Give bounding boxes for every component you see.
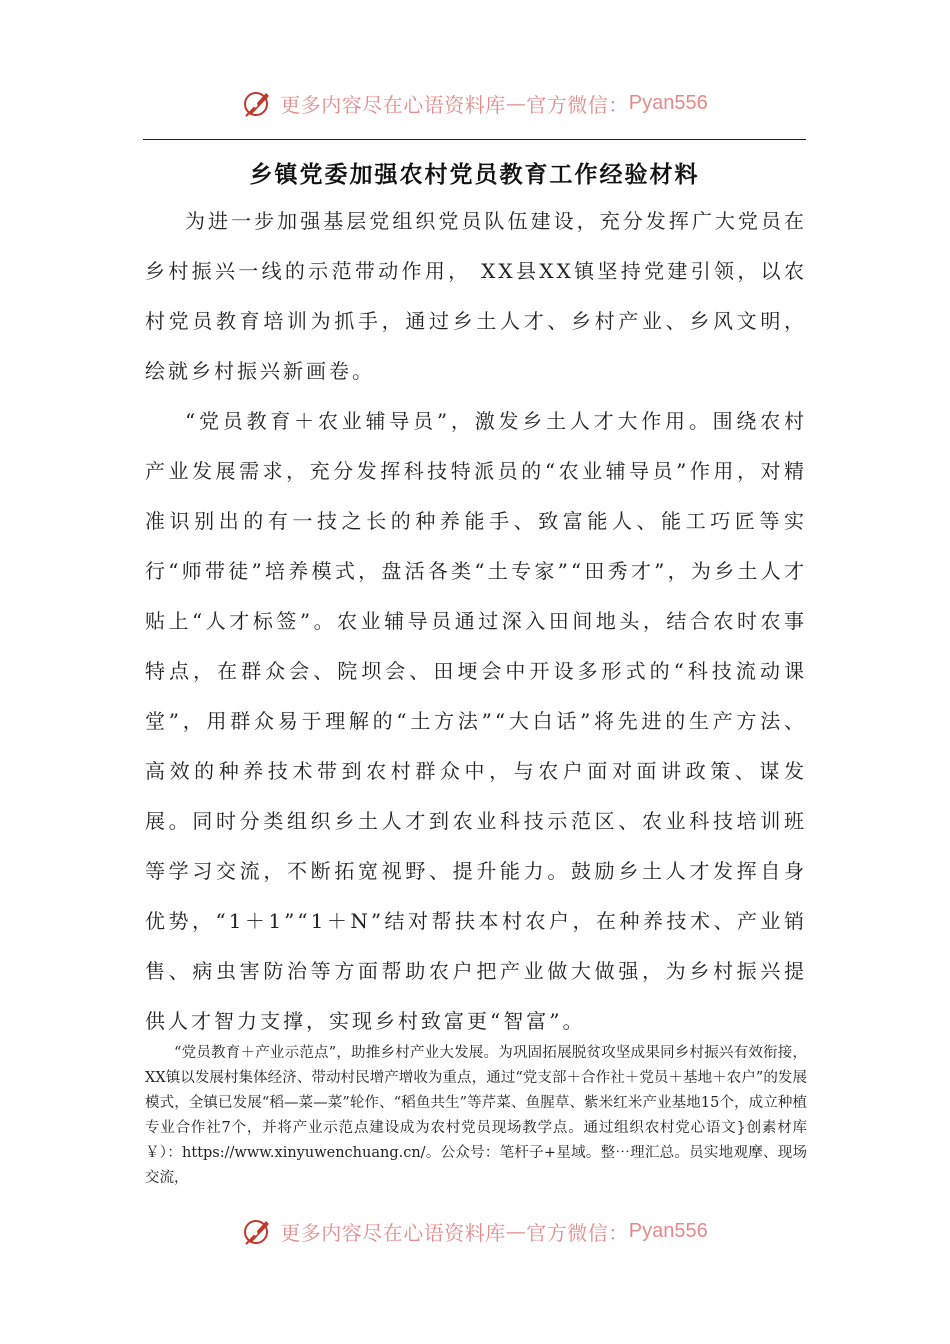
footer-contact-label: 官方微信： — [526, 1220, 629, 1245]
footer-dash: — — [505, 1219, 527, 1243]
footer-brand: 更多内容尽在心语资料库 — [280, 1220, 506, 1245]
document-small-section — [145, 1041, 807, 1191]
pen-logo-icon — [242, 87, 274, 119]
paragraph-agri-advisor: “党员教育＋农业辅导员”，激发乡土人才大作用。围绕农村产业发展需求，充分发挥科技特派员的“农业辅导员”作用，对精准识别出的有一技之长的种养能手、致富能人、能工巧匠等实行“师带徒”培养模式，盘活各类“土专家”“田秀才”，为乡土人才贴上“人才标签”。农业辅导员通过深入田间地头，结合农时农事特点，在群众会、院坝会、田埂会中开设多形式的“科技流动课堂”，用群众易于理解的“土方法”“大白话”将先进的生产方法、高效的种养技术带到农村群众中，与农户面对面讲政策、谋发展。同时分类组织乡土人才到农业科技示范区、农业科技培训班等学习交流，不断拓宽视野、提升能力。鼓励乡土人才发挥自身优势，“1＋1”“1＋N”结对帮扶本村农户，在种养技术、产业销售、病虫害防治等方面帮助农户把产业做大做强，为乡村振兴提供人才智力支撑，实现乡村致富更“智富”。 — [145, 409, 807, 1033]
header-divider — [143, 139, 806, 140]
page-footer-watermark — [0, 1212, 950, 1250]
pen-logo-icon — [242, 1215, 274, 1247]
header-dash: — — [505, 91, 527, 115]
paragraph-industry-demo: “党员教育＋产业示范点”，助推乡村产业大发展。为巩固拓展脱贫攻坚成果同乡村振兴有效衔接，XX镇以发展村集体经济、带动村民增产增收为重点，通过“党支部＋合作社＋党员＋基地＋农户”的发展模式，全镇已发展“稻—菜—菜”轮作、“稻鱼共生”等芹菜、鱼腥草、紫米红米产业基地15个，成立种植专业合作社7个，并将产业示范点建设成为农村党员现场教学点。通过组织农村党心语文}创素材库￥）：https://www.xinyuwenchuang.cn/。公众号：笔杆子+星域。整⋯理汇总。员实地观摩、现场交流， — [145, 1045, 807, 1186]
footer-contact-id: Pyan556 — [628, 1219, 708, 1242]
header-contact-label: 官方微信： — [526, 92, 629, 117]
header-brand: 更多内容尽在心语资料库 — [280, 92, 506, 117]
document-title: 乡镇党委加强农村党员教育工作经验材料 — [249, 161, 700, 188]
header-contact-id: Pyan556 — [628, 91, 708, 114]
document-body — [145, 196, 807, 1046]
page-header-watermark — [0, 84, 950, 122]
paragraph-intro: 为进一步加强基层党组织党员队伍建设，充分发挥广大党员在乡村振兴一线的示范带动作用， XX县XX镇坚持党建引领，以农村党员教育培训为抓手，通过乡土人才、乡村产业、乡风文明，绘就乡村振兴新画卷。 — [145, 209, 807, 383]
